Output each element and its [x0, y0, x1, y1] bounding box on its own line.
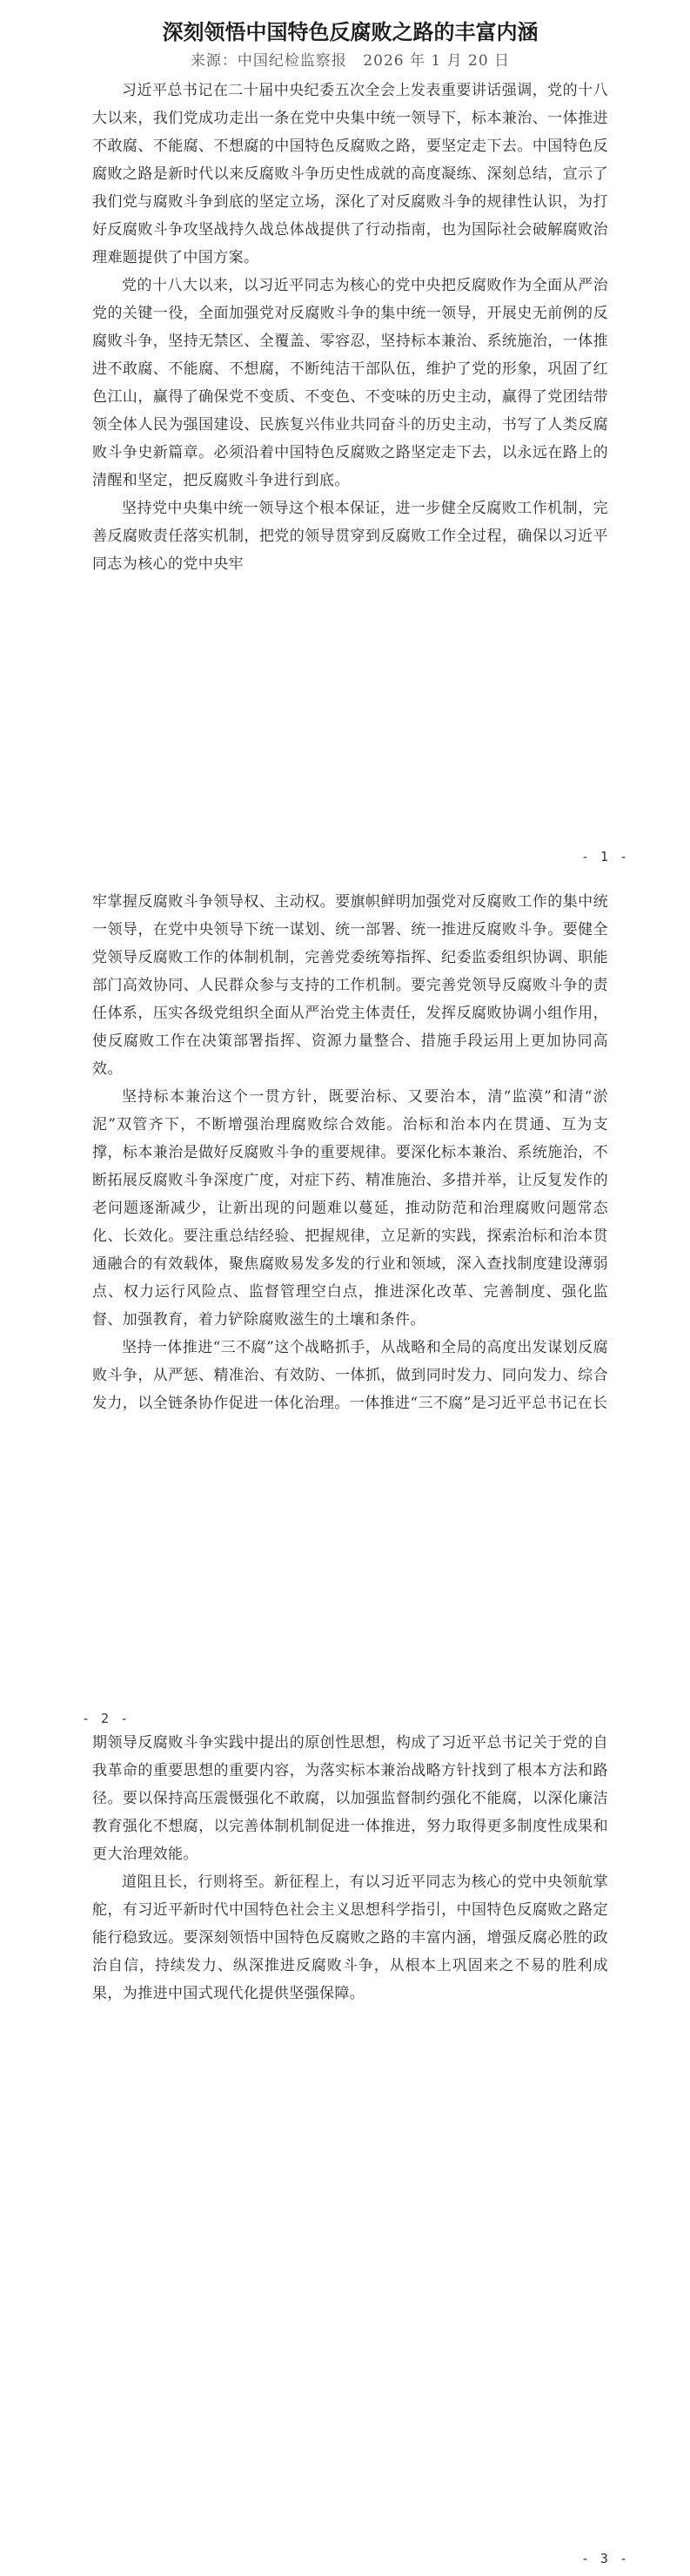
paragraph: 道阻且长，行则将至。新征程上，有以习近平同志为核心的党中央领航掌舵，有习近平新时代中国特色社会主义思想科学指引，中国特色反腐败之路定能行稳致远。要深刻领悟中国特色反腐败之路的丰富内涵，增强反腐必胜的政治自信，持续发力、纵深推进反腐败斗争，从根本上巩固来之不易的胜利成果，为推进中国式现代化提供坚强保障。 — [92, 1873, 608, 2002]
article-source: 来源：中国纪检监察报 — [190, 52, 347, 70]
paragraph: 坚持一体推进“三不腐”这个战略抓手，从战略和全局的高度出发谋划反腐败斗争，从严惩、精准治、有效防、一体抓，做到同时发力、同向发力、综合发力，以全链条协作促进一体化治理。一体推进“三不腐”是习近平总书记在长 — [92, 1339, 608, 1412]
article-date: 2026 年 1 月 20 日 — [363, 52, 511, 70]
paragraph: 党的十八大以来，以习近平同志为核心的党中央把反腐败作为全面从严治党的关键一役，全面加强党对反腐败斗争的集中统一领导，开展史无前例的反腐败斗争，坚持无禁区、全覆盖、零容忍，坚持标本兼治、系统施治，一体推进不敢腐、不能腐、不想腐，不断纯洁干部队伍，维护了党的形象，巩固了红色江山，赢得了确保党不变质、不变色、不变味的历史主动，赢得了党团结带领全体人民为强国建设、民族复兴伟业共同奋斗的历史主动，书写了人类反腐败斗争史新篇章。必须沿着中国特色反腐败之路坚定走下去，以永远在路上的清醒和坚定，把反腐败斗争进行到底。 — [92, 277, 608, 489]
page-number: - 3 - — [580, 2551, 629, 2566]
page-number: - 1 - — [580, 849, 629, 864]
paragraph: 坚持党中央集中统一领导这个根本保证，进一步健全反腐败工作机制，完善反腐败责任落实机制，把党的领导贯穿到反腐败工作全过程，确保以习近平同志为核心的党中央牢 — [92, 500, 608, 573]
page-number: - 2 - — [82, 1711, 131, 1726]
document-page-3 — [0, 1712, 690, 2576]
article-title: 深刻领悟中国特色反腐败之路的丰富内涵 — [162, 20, 539, 44]
paragraph: 期领导反腐败斗争实践中提出的原创性思想，构成了习近平总书记关于党的自我革命的重要思想的重要内容，为落实标本兼治战略方针找到了根本方法和路径。要以保持高压震慑强化不敢腐，以加强监督制约强化不能腐，以深化廉洁教育强化不想腐，以完善体制机制促进一体推进，努力取得更多制度性成果和更大治理效能。 — [92, 1734, 608, 1863]
paragraph: 牢掌握反腐败斗争领导权、主动权。要旗帜鲜明加强党对反腐败工作的集中统一领导，在党中央领导下统一谋划、统一部署、统一推进反腐败斗争。要健全党领导反腐败工作的体制机制，完善党委统筹指挥、纪委监委组织协调、职能部门高效协同、人民群众参与支持的工作机制。要完善党领导反腐败斗争的责任体系，压实各级党组织全面从严治党主体责任，发挥反腐败协调小组作用，使反腐败工作在决策部署指挥、资源力量整合、措施手段运用上更加协同高效。 — [92, 893, 608, 1078]
paragraph: 坚持标本兼治这个一贯方针，既要治标、又要治本，清“监漠”和清“淤泥”双管齐下，不断增强治理腐败综合效能。治标和治本内在贯通、互为支撑，标本兼治是做好反腐败斗争的重要规律。要深化标本兼治、系统施治，不断拓展反腐败斗争深度广度，对症下药、精准施治、多措并举，让反复发作的老问题逐渐减少，让新出现的问题难以蔓延，推动防范和治理腐败问题常态化、长效化。要注重总结经验、把握规律，立足新的实践，探索治标和治本贯通融合的有效载体，聚焦腐败易发多发的行业和领域，深入查找制度建设薄弱点、权力运行风险点、监督管理空白点，推进深化改革、完善制度、强化监督、加强教育，着力铲除腐败滋生的土壤和条件。 — [92, 1088, 608, 1328]
paragraph: 习近平总书记在二十届中央纪委五次全会上发表重要讲话强调，党的十八大以来，我们党成功走出一条在党中央集中统一领导下，标本兼治、一体推进不敢腐、不能腐、不想腐的中国特色反腐败之路，要坚定走下去。中国特色反腐败之路是新时代以来反腐败斗争历史性成就的高度凝练、深刻总结，宣示了我们党与腐败斗争到底的坚定立场，深化了对反腐败斗争的规律性认识，为打好反腐败斗争攻坚战持久战总体战提供了行动指南，也为国际社会破解腐败治理难题提供了中国方案。 — [92, 82, 608, 266]
article-meta — [92, 50, 608, 71]
document-page-1 — [0, 0, 690, 871]
document-page-2 — [0, 871, 690, 1726]
